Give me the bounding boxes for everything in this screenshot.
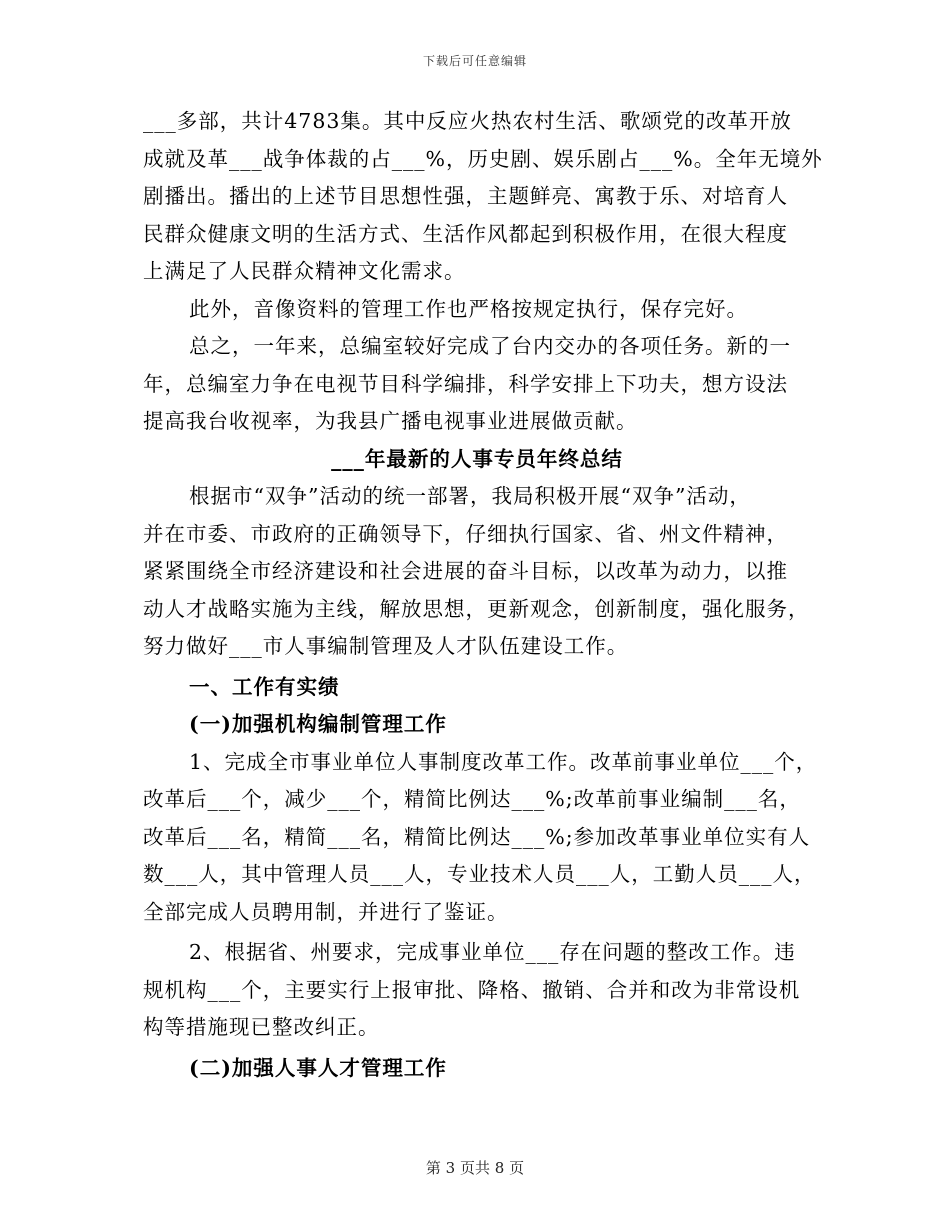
paragraph-line: 全部完成人员聘用制，并进行了鉴证。	[143, 899, 509, 924]
paragraph-line: 此外，音像资料的管理工作也严格按规定执行，保存完好。	[189, 296, 748, 321]
section-title: ___年最新的人事专员年终总结	[331, 446, 623, 471]
paragraph-line: 剧播出。播出的上述节目思想性强，主题鲜亮、寓教于乐、对培育人	[143, 184, 788, 208]
paragraph-line: 1、完成全市事业单位人事制度改革工作。改革前事业单位___个，	[189, 749, 818, 774]
paragraph-line: 成就及革___战争体裁的占___%，历史剧、娱乐剧占___%。全年无境外	[143, 146, 823, 171]
heading-work-results: 一、工作有实绩	[189, 674, 340, 699]
document-body	[143, 103, 823, 1087]
paragraph-line: 年，总编室力争在电视节目科学编排，科学安排上下功夫，想方设法	[143, 371, 788, 396]
paragraph-line: 并在市委、市政府的正确领导下，仔细执行国家、省、州文件精神，	[143, 521, 788, 546]
paragraph-line: 数___人，其中管理人员___人，专业技术人员___人，工勤人员___人，	[143, 862, 816, 886]
page-footer: 第 3 页共 8 页	[425, 1159, 525, 1177]
paragraph-line: 根据市“双争”活动的统一部署，我局积极开展“双争”活动，	[189, 484, 751, 508]
page-header: 下载后可任意编辑	[422, 54, 527, 68]
paragraph-line: 改革后___个，减少___个，精简比例达___%;改革前事业编制___名，	[143, 787, 801, 811]
paragraph-line: 上满足了人民群众精神文化需求。	[143, 259, 466, 283]
paragraph-line: 民群众健康文明的生活方式、生活作风都起到积极作用，在很大程度	[143, 221, 788, 246]
paragraph-line: 紧紧围绕全市经济建设和社会进展的奋斗目标，以改革为动力，以推	[143, 559, 788, 583]
paragraph-line: ___多部，共计4783集。其中反应火热农村生活、歌颂党的改革开放	[143, 109, 792, 133]
paragraph-line: 规机构___个，主要实行上报审批、降格、撤销、合并和改为非常设机	[143, 977, 801, 1002]
paragraph-line: 2、根据省、州要求，完成事业单位___存在问题的整改工作。违	[189, 940, 796, 964]
paragraph-line: 努力做好___市人事编制管理及人才队伍建设工作。	[143, 634, 629, 658]
paragraph-line: 总之，一年来，总编室较好完成了台内交办的各项任务。新的一	[189, 334, 791, 358]
paragraph-line: 提高我台收视率，为我县广播电视事业进展做贡献。	[143, 409, 638, 433]
paragraph-line: 动人才战略实施为主线，解放思想，更新观念，创新制度，强化服务，	[143, 596, 810, 621]
subheading-organization: (一)加强机构编制管理工作	[189, 712, 447, 736]
paragraph-line: 改革后___名，精简___名，精简比例达___%;参加改革事业单位实有人	[143, 824, 811, 849]
paragraph-line: 构等措施现已整改纠正。	[143, 1015, 380, 1039]
subheading-talent: (二)加强人事人才管理工作	[189, 1055, 447, 1080]
